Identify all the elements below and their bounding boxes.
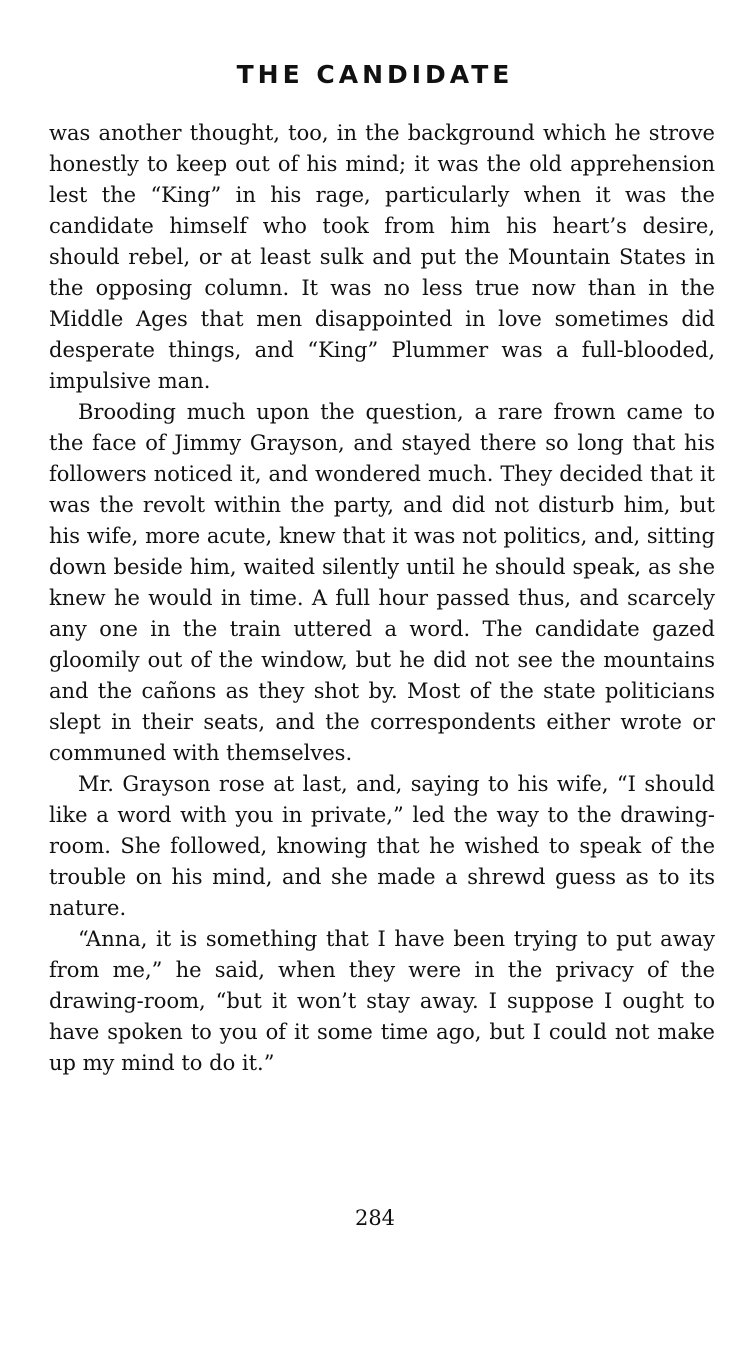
page-number: 284 xyxy=(354,1206,396,1230)
paragraph: Brooding much upon the question, a rare frown came to the face of Jimmy Grayson, and stayed there so long that his followers noticed it, and wondered much. They decided that it was the revolt within the party, and did not disturb him, but his wife, more acute, knew that it was not politics, and, sitting down beside him, waited silently until he should speak, as she knew he would in time. A full hour passed thus, and scarcely any one in the train uttered a word. The candidate gazed gloomily out of the window, but he did not see the mountains and the cañons as they shot by. Most of the state politicians slept in their seats, and the correspondents either wrote or communed with themselves. xyxy=(49,400,715,765)
running-head: THE CANDIDATE xyxy=(236,60,514,89)
paragraph: Mr. Grayson rose at last, and, saying to his wife, “I should like a word with you in private,” led the way to the drawing-room. She followed, knowing that he wished to speak of the trouble on his mind, and she made a shrewd guess as to its nature. xyxy=(49,772,715,920)
paragraph-continued: was another thought, too, in the background which he strove honestly to keep out of his mind; it was the old apprehension lest the “King” in his rage, particularly when it was the candidate himself who took from him his heart’s desire, should rebel, or at least sulk and put the Mountain States in the opposing column. It was no less true now than in the Middle Ages that men disappointed in love sometimes did desperate things, and “King” Plummer was a full-blooded, impulsive man. xyxy=(49,121,715,393)
paragraph: “Anna, it is something that I have been trying to put away from me,” he said, when they were in the privacy of the drawing-room, “but it won’t stay away. I suppose I ought to have spoken to you of it some time ago, but I could not make up my mind to do it.” xyxy=(49,927,715,1075)
body-text xyxy=(49,118,715,1079)
